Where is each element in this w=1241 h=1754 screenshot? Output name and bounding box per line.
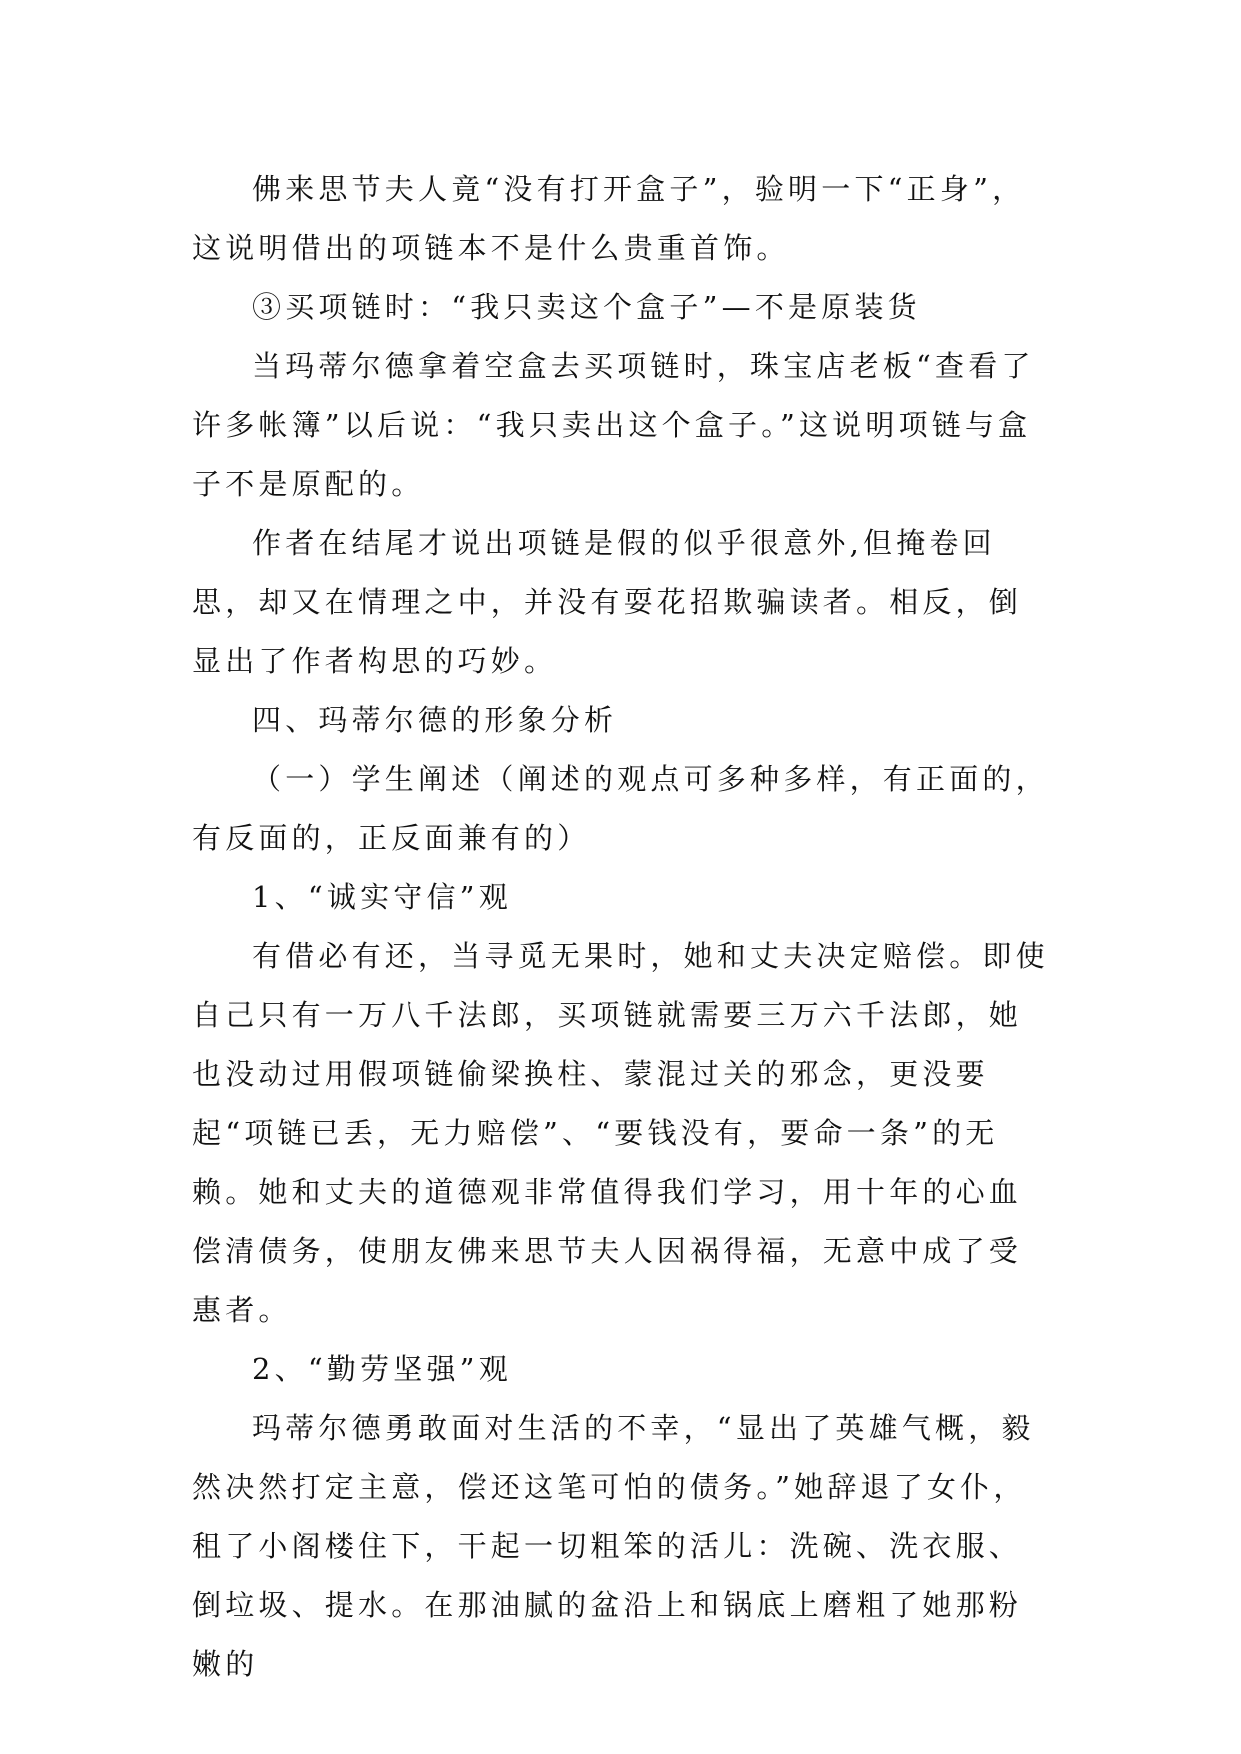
document-body (192, 160, 1052, 1694)
paragraph-jeweler-sold-box-only: 当玛蒂尔德拿着空盒去买项链时，珠宝店老板“查看了许多帐簿”以后说：“我只卖出这个盒子。”这说明项链与盒子不是原配的。 (192, 349, 1035, 501)
point-heading-diligence: 2、“勤劳坚强”观 (252, 1352, 512, 1386)
paragraph-author-ingenious-plot: 作者在结尾才说出项链是假的似乎很意外,但掩卷回思，却又在情理之中，并没有耍花招欺骗读者。相反，倒显出了作者构思的巧妙。 (192, 526, 1023, 678)
point-heading-honesty: 1、“诚实守信”观 (252, 880, 512, 914)
paragraph-madame-did-not-open-box: 佛来思节夫人竟“没有打开盒子”，验明一下“正身”，这说明借出的项链本不是什么贵重首饰。 (192, 172, 1026, 265)
paragraph-honesty-explanation: 有借必有还，当寻觅无果时，她和丈夫决定赔偿。即使自己只有一万八千法郎，买项链就需要三万六千法郎，她也没动过用假项链偷梁换柱、蒙混过关的邪念，更没要起“项链已丢，无力赔偿”、“要钱没有，要命一条”的无赖。她和丈夫的道德观非常值得我们学习，用十年的心血偿清债务，使朋友佛来思节夫人因祸得福，无意中成了受惠者。 (192, 939, 1049, 1327)
paragraph-diligence-explanation: 玛蒂尔德勇敢面对生活的不幸，“显出了英雄气概，毅然决然打定主意，偿还这笔可怕的债务。”她辞退了女仆，租了小阁楼住下，干起一切粗笨的活儿：洗碗、洗衣服、倒垃圾、提水。在那油腻的盆沿上和锅底上磨粗了她那粉嫩的 (192, 1411, 1035, 1681)
subsection-student-statements: （一）学生阐述（阐述的观点可多种多样，有正面的，有反面的，正反面兼有的） (192, 762, 1049, 855)
paragraph-buying-necklace-heading: ③买项链时：“我只卖这个盒子”—不是原装货 (252, 290, 921, 324)
section-heading-character-analysis: 四、玛蒂尔德的形象分析 (252, 703, 618, 737)
